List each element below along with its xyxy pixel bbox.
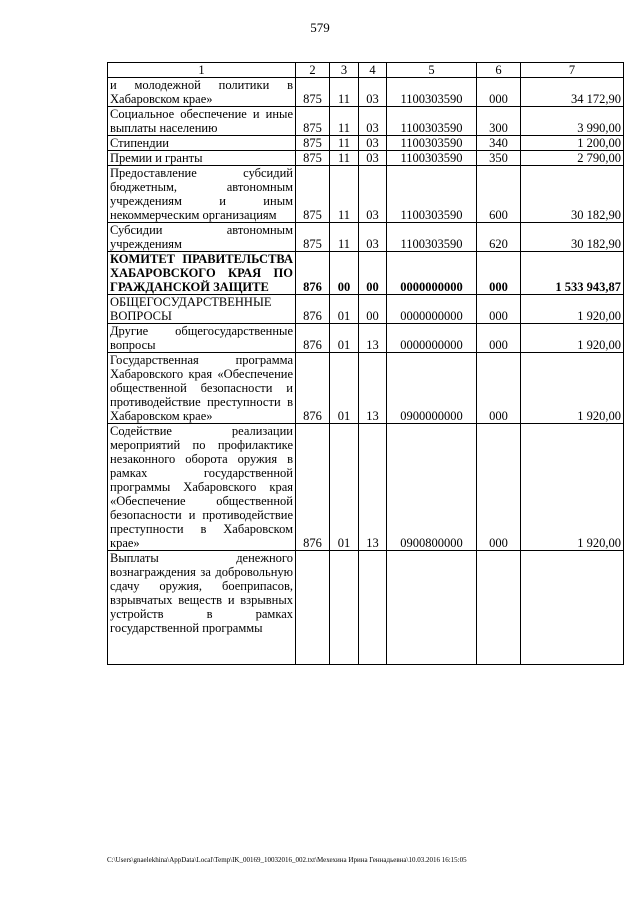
cell-section: 01 bbox=[330, 324, 359, 353]
cell-expense-type: 000 bbox=[477, 295, 521, 324]
cell-amount: 1 533 943,87 bbox=[521, 252, 624, 295]
cell-amount bbox=[521, 551, 624, 665]
cell-section: 11 bbox=[330, 166, 359, 223]
cell-subsection: 03 bbox=[359, 107, 387, 136]
table-row bbox=[108, 107, 624, 136]
cell-section: 11 bbox=[330, 223, 359, 252]
header-col-2: 2 bbox=[296, 63, 330, 78]
cell-ministry-code: 876 bbox=[296, 252, 330, 295]
header-col-1: 1 bbox=[108, 63, 296, 78]
cell-name: Содействие реализации мероприятий по профилактике незаконного оборота оружия в рамках государственной программы Хабаровского края «Обеспечение общественной безопасности и противодействие преступности в Хабаровском крае» bbox=[108, 424, 296, 551]
cell-name: Другие общегосударственные вопросы bbox=[108, 324, 296, 353]
cell-target-article: 1100303590 bbox=[387, 136, 477, 151]
cell-name: Социальное обеспечение и иные выплаты населению bbox=[108, 107, 296, 136]
cell-target-article: 1100303590 bbox=[387, 151, 477, 166]
cell-name: и молодежной политики в Хабаровском крае» bbox=[108, 78, 296, 107]
cell-subsection: 13 bbox=[359, 353, 387, 424]
cell-ministry-code: 875 bbox=[296, 107, 330, 136]
table-row bbox=[108, 324, 624, 353]
footer-file-path: C:\Users\gnaelekhina\AppData\Local\Temp\IK_00169_10032016_002.txt\Мехехина Ирина Геннадьевна\10.03.2016 16:15:05 bbox=[107, 856, 467, 864]
cell-name: КОМИТЕТ ПРАВИТЕЛЬСТВА ХАБАРОВСКОГО КРАЯ ПО ГРАЖДАНСКОЙ ЗАЩИТЕ bbox=[108, 252, 296, 295]
cell-expense-type bbox=[477, 551, 521, 665]
cell-expense-type: 000 bbox=[477, 353, 521, 424]
cell-subsection: 00 bbox=[359, 295, 387, 324]
cell-section: 11 bbox=[330, 107, 359, 136]
cell-expense-type: 000 bbox=[477, 78, 521, 107]
cell-target-article: 0000000000 bbox=[387, 295, 477, 324]
cell-subsection: 03 bbox=[359, 136, 387, 151]
cell-name: Государственная программа Хабаровского края «Обеспечение общественной безопасности и противодействие преступности в Хабаровском крае» bbox=[108, 353, 296, 424]
cell-name: Предоставление субсидий бюджетным, автономным учреждениям и иным некоммерческим организациям bbox=[108, 166, 296, 223]
cell-expense-type: 000 bbox=[477, 252, 521, 295]
cell-section: 01 bbox=[330, 295, 359, 324]
cell-expense-type: 620 bbox=[477, 223, 521, 252]
cell-expense-type: 300 bbox=[477, 107, 521, 136]
cell-subsection: 03 bbox=[359, 223, 387, 252]
budget-table bbox=[107, 62, 624, 665]
cell-ministry-code: 875 bbox=[296, 166, 330, 223]
table-body bbox=[108, 78, 624, 665]
cell-expense-type: 000 bbox=[477, 424, 521, 551]
cell-expense-type: 600 bbox=[477, 166, 521, 223]
cell-ministry-code: 875 bbox=[296, 223, 330, 252]
cell-target-article: 0000000000 bbox=[387, 324, 477, 353]
table-row bbox=[108, 151, 624, 166]
cell-amount: 30 182,90 bbox=[521, 223, 624, 252]
cell-section: 11 bbox=[330, 151, 359, 166]
cell-name: Премии и гранты bbox=[108, 151, 296, 166]
cell-amount: 3 990,00 bbox=[521, 107, 624, 136]
cell-ministry-code bbox=[296, 551, 330, 665]
cell-section: 00 bbox=[330, 252, 359, 295]
cell-ministry-code: 875 bbox=[296, 136, 330, 151]
table-row bbox=[108, 166, 624, 223]
cell-subsection bbox=[359, 551, 387, 665]
header-col-7: 7 bbox=[521, 63, 624, 78]
cell-target-article: 0900000000 bbox=[387, 353, 477, 424]
header-row bbox=[108, 63, 624, 78]
table-row bbox=[108, 353, 624, 424]
cell-target-article bbox=[387, 551, 477, 665]
cell-target-article: 1100303590 bbox=[387, 107, 477, 136]
cell-amount: 1 920,00 bbox=[521, 324, 624, 353]
header-col-3: 3 bbox=[330, 63, 359, 78]
cell-name: Выплаты денежного вознаграждения за добровольную сдачу оружия, боеприпасов, взрывчатых веществ и взрывных устройств в рамках государственной программы bbox=[108, 551, 296, 665]
table-row bbox=[108, 136, 624, 151]
cell-subsection: 03 bbox=[359, 78, 387, 107]
cell-amount: 1 920,00 bbox=[521, 353, 624, 424]
cell-expense-type: 000 bbox=[477, 324, 521, 353]
cell-expense-type: 350 bbox=[477, 151, 521, 166]
cell-target-article: 0900800000 bbox=[387, 424, 477, 551]
table-row bbox=[108, 295, 624, 324]
table-row bbox=[108, 78, 624, 107]
cell-section bbox=[330, 551, 359, 665]
table-row bbox=[108, 252, 624, 295]
cell-target-article: 1100303590 bbox=[387, 166, 477, 223]
cell-target-article: 1100303590 bbox=[387, 78, 477, 107]
cell-name: Субсидии автономным учреждениям bbox=[108, 223, 296, 252]
table-row bbox=[108, 424, 624, 551]
cell-subsection: 03 bbox=[359, 151, 387, 166]
cell-target-article: 0000000000 bbox=[387, 252, 477, 295]
cell-section: 11 bbox=[330, 78, 359, 107]
cell-amount: 1 920,00 bbox=[521, 295, 624, 324]
cell-amount: 1 200,00 bbox=[521, 136, 624, 151]
cell-subsection: 00 bbox=[359, 252, 387, 295]
cell-name: Стипендии bbox=[108, 136, 296, 151]
cell-section: 01 bbox=[330, 353, 359, 424]
cell-ministry-code: 875 bbox=[296, 78, 330, 107]
table-row bbox=[108, 551, 624, 665]
cell-name: ОБЩЕГОСУДАРСТВЕННЫЕ ВОПРОСЫ bbox=[108, 295, 296, 324]
cell-expense-type: 340 bbox=[477, 136, 521, 151]
table-header bbox=[108, 63, 624, 78]
cell-amount: 1 920,00 bbox=[521, 424, 624, 551]
cell-ministry-code: 876 bbox=[296, 295, 330, 324]
page-number: 579 bbox=[310, 20, 330, 35]
header-col-6: 6 bbox=[477, 63, 521, 78]
cell-ministry-code: 876 bbox=[296, 353, 330, 424]
cell-amount: 30 182,90 bbox=[521, 166, 624, 223]
cell-amount: 34 172,90 bbox=[521, 78, 624, 107]
cell-ministry-code: 876 bbox=[296, 424, 330, 551]
cell-subsection: 03 bbox=[359, 166, 387, 223]
cell-section: 11 bbox=[330, 136, 359, 151]
cell-amount: 2 790,00 bbox=[521, 151, 624, 166]
cell-section: 01 bbox=[330, 424, 359, 551]
cell-subsection: 13 bbox=[359, 324, 387, 353]
cell-ministry-code: 875 bbox=[296, 151, 330, 166]
cell-ministry-code: 876 bbox=[296, 324, 330, 353]
table-row bbox=[108, 223, 624, 252]
cell-subsection: 13 bbox=[359, 424, 387, 551]
header-col-5: 5 bbox=[387, 63, 477, 78]
header-col-4: 4 bbox=[359, 63, 387, 78]
cell-target-article: 1100303590 bbox=[387, 223, 477, 252]
